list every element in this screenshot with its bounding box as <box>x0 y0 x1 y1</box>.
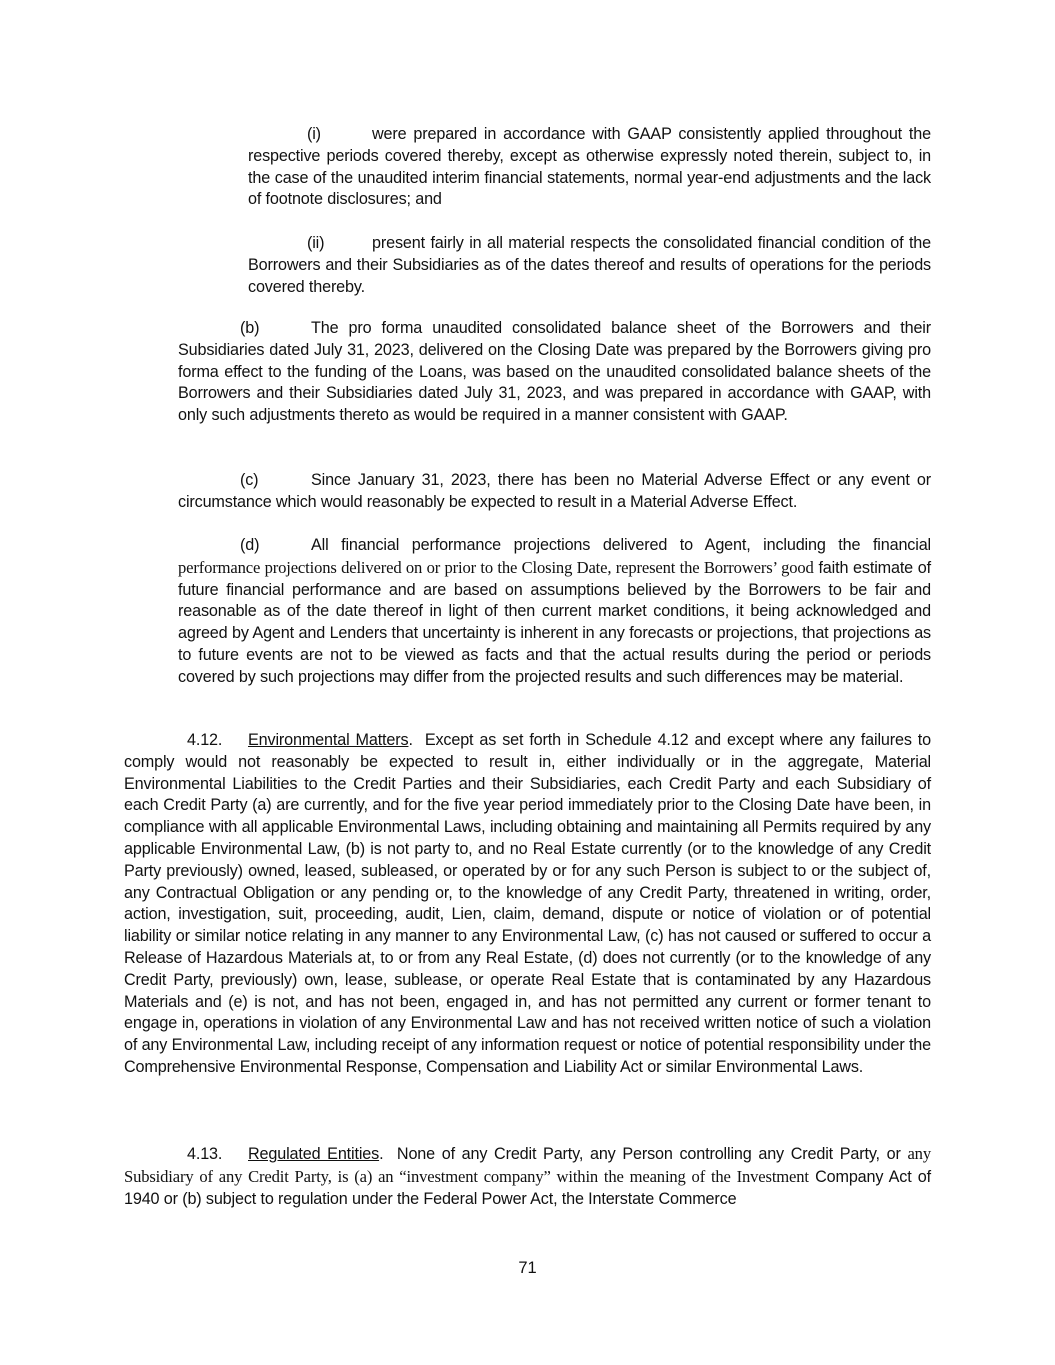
section-4-12 <box>124 730 931 1079</box>
paragraph-ii-text: present fairly in all material respects the consolidated financial condition of the Borrowers and their Subsidiaries as of the dates thereof and results of operations for the periods covered thereby. <box>248 234 931 296</box>
paragraph-c <box>178 470 931 514</box>
section-4-12-text: Except as set forth in Schedule 4.12 and except where any failures to comply would not reasonably be expected to result in, either individually or in the aggregate, Material Environmental Liabilities to the Credit Parties and their Subsidiaries, each Credit Party and each Subsidiary of each Credit Party (a) are currently, and for the five year period immediately prior to the Closing Date have been, in compliance with all applicable Environmental Laws, including obtaining and maintaining all Permits required by any applicable Environmental Law, (b) is not party to, and no Real Estate currently (or to the knowledge of any Credit Party previously) owned, leased, subleased, or operated by or for any such Person is subject to or the subject of, any Contractual Obligation or any pending or, to the knowledge of any Credit Party, threatened in writing, order, action, investigation, suit, proceeding, audit, Lien, claim, demand, dispute or notice of violation or of potential liability or similar notice relating in any manner to any Environmental Law, (c) has not caused or suffered to occur a Release of Hazardous Materials at, to or from any Real Estate, (d) does not currently (or to the knowledge of any Credit Party, previously) own, lease, sublease, or operate Real Estate that is contaminated by any Hazardous Materials and (e) is not, and has not been, engaged in, and has not permitted any current or former tenant to engage in, operations in violation of any Environmental Law and has not received written notice of such a violation of any Environmental Law, including receipt of any information request or notice of potential responsibility under the Comprehensive Environmental Response, Compensation and Liability Act or similar Environmental Laws. <box>124 731 931 1076</box>
section-number-4-12: 4.12. <box>187 731 223 749</box>
paragraph-ii <box>248 233 931 298</box>
section-number-4-13: 4.13. <box>187 1145 223 1163</box>
paragraph-c-text: Since January 31, 2023, there has been no Material Adverse Effect or any event or circumstance which would reasonably be expected to result in a Material Adverse Effect. <box>178 471 931 511</box>
paragraph-b <box>178 318 931 427</box>
paragraph-i-text: were prepared in accordance with GAAP consistently applied throughout the respective periods covered thereby, except as otherwise expressly noted therein, subject to, in the case of the unaudited interim financial statements, normal year-end adjustments and the lack of footnote disclosures; and <box>248 125 931 209</box>
paragraph-i <box>248 124 931 211</box>
item-label-b: (b) <box>240 319 260 337</box>
section-4-13-text-c: Company Act of 1940 or (b) subject to regulation under the Federal Power Act, the Interstate Commerce <box>124 1167 931 1208</box>
paragraph-d-text-b: performance projections delivered on or prior to the Closing Date, represent the Borrowers’ good <box>178 557 814 577</box>
paragraph-d <box>178 535 931 689</box>
page-number: 71 <box>518 1259 537 1277</box>
paragraph-b-text: The pro forma unaudited consolidated balance sheet of the Borrowers and their Subsidiaries dated July 31, 2023, delivered on the Closing Date was prepared by the Borrowers giving pro forma effect to the funding of the Loans, was based on the unaudited consolidated balance sheets of the Borrowers and their Subsidiaries dated July 31, 2023, and was prepared in accordance with GAAP, with only such adjustments thereto as would be required in a manner consistent with GAAP. <box>178 319 931 425</box>
section-heading-regulated-entities: Regulated Entities <box>248 1145 380 1163</box>
section-heading-period: . <box>408 731 413 749</box>
item-label-ii: (ii) <box>307 234 325 252</box>
section-4-13-text-b: any Subsidiary of any Credit Party, is (a) an “investment company” within the meaning of the Investment <box>124 1144 931 1186</box>
section-heading-period: . <box>379 1145 384 1163</box>
paragraph-d-text-c: faith estimate of future financial performance and are based on assumptions believed by the Borrowers to be fair and reasonable as of the date thereof in light of then current market conditions, it being acknowledged and agreed by Agent and Lenders that uncertainty is inherent in any forecasts or projections, that projections as to future events are not to be viewed as facts and that the actual results during the period or periods covered by such projections may differ from the projected results and such differences may be material. <box>178 558 931 686</box>
item-label-d: (d) <box>240 536 260 554</box>
section-heading-environmental-matters: Environmental Matters <box>248 731 409 749</box>
item-label-i: (i) <box>307 125 321 143</box>
paragraph-d-text-a: All financial performance projections delivered to Agent, including the financial <box>311 536 931 554</box>
section-4-13 <box>124 1143 931 1210</box>
item-label-c: (c) <box>240 471 259 489</box>
section-4-13-text-a: None of any Credit Party, any Person controlling any Credit Party, or <box>396 1145 901 1163</box>
